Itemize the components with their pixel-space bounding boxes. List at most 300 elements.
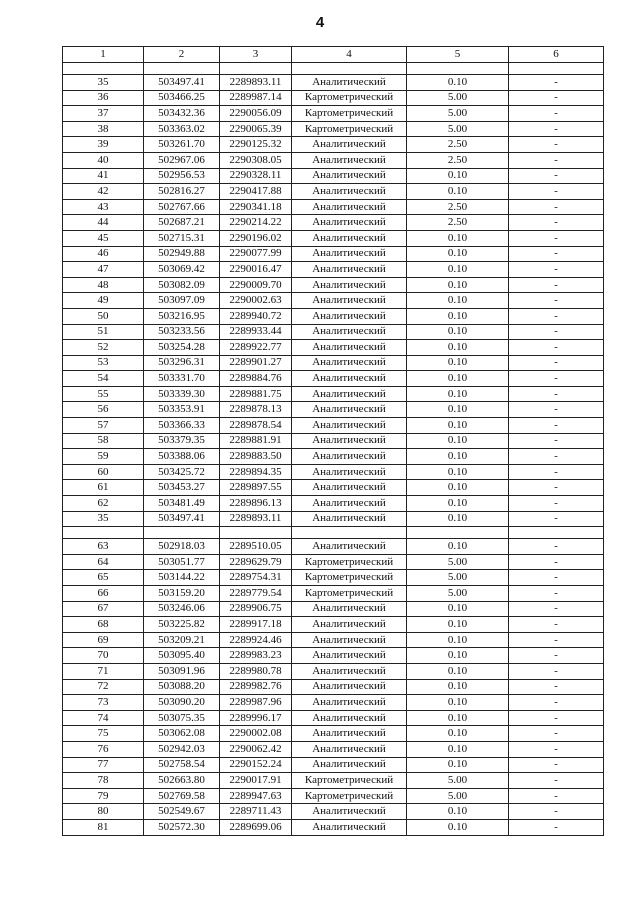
table-cell: 2289629.79 — [220, 554, 292, 570]
table-cell: - — [509, 554, 604, 570]
table-cell: 5.00 — [407, 106, 509, 122]
table-cell: 503254.28 — [144, 340, 220, 356]
table-cell: 79 — [63, 788, 144, 804]
table-cell: - — [509, 230, 604, 246]
table-cell: 56 — [63, 402, 144, 418]
table-cell: Картометрический — [292, 586, 407, 602]
table-cell: - — [509, 340, 604, 356]
table-cell: - — [509, 539, 604, 555]
table-cell: - — [509, 121, 604, 137]
table-cell: 2289906.75 — [220, 601, 292, 617]
table-cell: - — [509, 726, 604, 742]
table-row — [63, 152, 604, 168]
table-row — [63, 511, 604, 527]
table-cell: - — [509, 710, 604, 726]
table-cell: - — [509, 570, 604, 586]
table-cell: 2290002.63 — [220, 293, 292, 309]
table-cell: 55 — [63, 386, 144, 402]
table-cell: 2.50 — [407, 199, 509, 215]
table-cell: 42 — [63, 184, 144, 200]
table-cell: Аналитический — [292, 386, 407, 402]
table-cell: 503097.09 — [144, 293, 220, 309]
table-row — [63, 773, 604, 789]
table-row — [63, 199, 604, 215]
table-cell: 2289878.13 — [220, 402, 292, 418]
table-cell: 503159.20 — [144, 586, 220, 602]
table-cell: 0.10 — [407, 539, 509, 555]
table-cell: 0.10 — [407, 433, 509, 449]
table-cell: Аналитический — [292, 262, 407, 278]
page-number: 4 — [315, 14, 325, 31]
table-cell: 0.10 — [407, 262, 509, 278]
table-cell: 2290214.22 — [220, 215, 292, 231]
table-cell: 503144.22 — [144, 570, 220, 586]
table-cell: Аналитический — [292, 632, 407, 648]
table-cell: 0.10 — [407, 663, 509, 679]
table-row — [63, 262, 604, 278]
table-cell: 68 — [63, 617, 144, 633]
table-cell: Аналитический — [292, 480, 407, 496]
table-row — [63, 137, 604, 153]
table-cell: 502663.80 — [144, 773, 220, 789]
table-row — [63, 386, 604, 402]
table-cell: - — [509, 199, 604, 215]
coordinates-table — [62, 46, 604, 836]
table-cell: 502758.54 — [144, 757, 220, 773]
table-cell: 0.10 — [407, 386, 509, 402]
table-cell: Аналитический — [292, 293, 407, 309]
table-cell: Картометрический — [292, 554, 407, 570]
table-cell: 502767.66 — [144, 199, 220, 215]
table-cell: Аналитический — [292, 168, 407, 184]
table-cell: - — [509, 386, 604, 402]
table-cell: 0.10 — [407, 418, 509, 434]
table-cell: 35 — [63, 75, 144, 91]
table-cell: 0.10 — [407, 511, 509, 527]
table-cell: Аналитический — [292, 663, 407, 679]
table-cell: 67 — [63, 601, 144, 617]
table-cell: 502949.88 — [144, 246, 220, 262]
table-row — [63, 168, 604, 184]
table-cell: 71 — [63, 663, 144, 679]
table-cell: 503091.96 — [144, 663, 220, 679]
table-cell: 503497.41 — [144, 75, 220, 91]
table-cell: - — [509, 324, 604, 340]
table-cell: 503062.08 — [144, 726, 220, 742]
table-cell: 503363.02 — [144, 121, 220, 137]
table-cell: 0.10 — [407, 168, 509, 184]
table-cell: 0.10 — [407, 464, 509, 480]
table-cell: 2289878.54 — [220, 418, 292, 434]
table-row — [63, 246, 604, 262]
table-row — [63, 308, 604, 324]
table-cell: 2289901.27 — [220, 355, 292, 371]
table-cell: 75 — [63, 726, 144, 742]
table-cell: 2.50 — [407, 215, 509, 231]
table-cell: 2289893.11 — [220, 511, 292, 527]
table-cell: 41 — [63, 168, 144, 184]
table-row — [63, 293, 604, 309]
table-cell: - — [509, 418, 604, 434]
table-cell: Аналитический — [292, 511, 407, 527]
table-cell: - — [509, 679, 604, 695]
table-cell: 81 — [63, 819, 144, 835]
table-cell: 64 — [63, 554, 144, 570]
table-row — [63, 601, 604, 617]
empty-cell — [144, 527, 220, 539]
empty-cell — [220, 527, 292, 539]
table-cell: 2289881.75 — [220, 386, 292, 402]
table-cell: 77 — [63, 757, 144, 773]
table-cell: Аналитический — [292, 464, 407, 480]
table-cell: 57 — [63, 418, 144, 434]
table-cell: 59 — [63, 449, 144, 465]
table-cell: 0.10 — [407, 277, 509, 293]
table-cell: 43 — [63, 199, 144, 215]
table-cell: - — [509, 511, 604, 527]
table-cell: 70 — [63, 648, 144, 664]
table-row — [63, 121, 604, 137]
table-cell: 503225.82 — [144, 617, 220, 633]
table-cell: 502769.58 — [144, 788, 220, 804]
table-cell: 0.10 — [407, 230, 509, 246]
table-cell: 73 — [63, 695, 144, 711]
table-cell: Картометрический — [292, 773, 407, 789]
table-cell: 503497.41 — [144, 511, 220, 527]
table-cell: 61 — [63, 480, 144, 496]
table-cell: 74 — [63, 710, 144, 726]
table-cell: - — [509, 632, 604, 648]
table-cell: Аналитический — [292, 601, 407, 617]
table-cell: Аналитический — [292, 741, 407, 757]
table-row — [63, 757, 604, 773]
table-cell: 0.10 — [407, 75, 509, 91]
table-cell: 502816.27 — [144, 184, 220, 200]
table-cell: 5.00 — [407, 586, 509, 602]
table-cell: Аналитический — [292, 804, 407, 820]
table-cell: 2289924.46 — [220, 632, 292, 648]
empty-cell — [407, 63, 509, 75]
table-cell: Аналитический — [292, 75, 407, 91]
table-cell: 44 — [63, 215, 144, 231]
table-cell: - — [509, 788, 604, 804]
table-cell: Картометрический — [292, 106, 407, 122]
table-cell: 50 — [63, 308, 144, 324]
table-row — [63, 371, 604, 387]
table-cell: Аналитический — [292, 215, 407, 231]
table-cell: 0.10 — [407, 695, 509, 711]
table-cell: 0.10 — [407, 648, 509, 664]
table-row — [63, 277, 604, 293]
table-cell: - — [509, 496, 604, 512]
table-cell: Аналитический — [292, 152, 407, 168]
table-cell: 2289980.78 — [220, 663, 292, 679]
table-cell: 503379.35 — [144, 433, 220, 449]
table-cell: Аналитический — [292, 695, 407, 711]
table-cell: 503466.25 — [144, 90, 220, 106]
table-cell: 503261.70 — [144, 137, 220, 153]
table-cell: 0.10 — [407, 496, 509, 512]
header-cell: 1 — [63, 47, 144, 63]
table-row — [63, 695, 604, 711]
table-cell: 0.10 — [407, 601, 509, 617]
table-cell: 69 — [63, 632, 144, 648]
table-cell: 503246.06 — [144, 601, 220, 617]
table-cell: 2290308.05 — [220, 152, 292, 168]
table-cell: - — [509, 819, 604, 835]
table-cell: - — [509, 355, 604, 371]
empty-cell — [220, 63, 292, 75]
table-cell: 503353.91 — [144, 402, 220, 418]
table-cell: 2290009.70 — [220, 277, 292, 293]
table-cell: - — [509, 308, 604, 324]
table-cell: 503075.35 — [144, 710, 220, 726]
table-cell: 2290016.47 — [220, 262, 292, 278]
table-cell: Аналитический — [292, 648, 407, 664]
table-row — [63, 726, 604, 742]
table-cell: 503366.33 — [144, 418, 220, 434]
table-row — [63, 496, 604, 512]
table-cell: 2289779.54 — [220, 586, 292, 602]
table-cell: 2289933.44 — [220, 324, 292, 340]
section-separator-row — [63, 527, 604, 539]
table-cell: Аналитический — [292, 679, 407, 695]
table-cell: 2290077.99 — [220, 246, 292, 262]
table-cell: 2289881.91 — [220, 433, 292, 449]
table-row — [63, 433, 604, 449]
table-row — [63, 539, 604, 555]
table-cell: Аналитический — [292, 308, 407, 324]
table-cell: 0.10 — [407, 741, 509, 757]
table-row — [63, 449, 604, 465]
table-cell: 38 — [63, 121, 144, 137]
table-cell: Аналитический — [292, 324, 407, 340]
table-cell: 503296.31 — [144, 355, 220, 371]
table-cell: - — [509, 433, 604, 449]
table-cell: 2290065.39 — [220, 121, 292, 137]
table-cell: 51 — [63, 324, 144, 340]
table-row — [63, 230, 604, 246]
table-row — [63, 324, 604, 340]
table-cell: - — [509, 262, 604, 278]
table-cell: 2289896.13 — [220, 496, 292, 512]
table-cell: 0.10 — [407, 757, 509, 773]
table-row — [63, 340, 604, 356]
header-cell: 2 — [144, 47, 220, 63]
table-cell: 0.10 — [407, 819, 509, 835]
table-row — [63, 586, 604, 602]
table-cell: Аналитический — [292, 199, 407, 215]
table-cell: 0.10 — [407, 480, 509, 496]
table-cell: - — [509, 215, 604, 231]
table-row — [63, 106, 604, 122]
table-cell: 503331.70 — [144, 371, 220, 387]
table-cell: 5.00 — [407, 570, 509, 586]
table-cell: 503088.20 — [144, 679, 220, 695]
table-cell: 62 — [63, 496, 144, 512]
table-cell: 503453.27 — [144, 480, 220, 496]
table-cell: - — [509, 293, 604, 309]
empty-cell — [509, 63, 604, 75]
table-cell: - — [509, 106, 604, 122]
table-row — [63, 418, 604, 434]
table-row — [63, 464, 604, 480]
table-cell: 0.10 — [407, 355, 509, 371]
table-cell: 5.00 — [407, 121, 509, 137]
table-cell: - — [509, 648, 604, 664]
table-row — [63, 75, 604, 91]
table-cell: 502572.30 — [144, 819, 220, 835]
table-cell: 63 — [63, 539, 144, 555]
table-cell: 2289711.43 — [220, 804, 292, 820]
table-cell: 0.10 — [407, 340, 509, 356]
table-cell: Аналитический — [292, 433, 407, 449]
table-cell: Аналитический — [292, 137, 407, 153]
table-cell: 502942.03 — [144, 741, 220, 757]
table-cell: - — [509, 773, 604, 789]
table-cell: 0.10 — [407, 324, 509, 340]
table-cell: - — [509, 152, 604, 168]
table-cell: 46 — [63, 246, 144, 262]
section-separator-row — [63, 63, 604, 75]
table-cell: 2290196.02 — [220, 230, 292, 246]
empty-cell — [509, 527, 604, 539]
table-cell: - — [509, 464, 604, 480]
table-cell: 80 — [63, 804, 144, 820]
table-row — [63, 402, 604, 418]
table-cell: 76 — [63, 741, 144, 757]
table-cell: Аналитический — [292, 539, 407, 555]
table-cell: - — [509, 804, 604, 820]
table-cell: 503481.49 — [144, 496, 220, 512]
table-cell: 503051.77 — [144, 554, 220, 570]
table-cell: 0.10 — [407, 293, 509, 309]
table-cell: 503095.40 — [144, 648, 220, 664]
table-cell: 49 — [63, 293, 144, 309]
table-cell: Аналитический — [292, 496, 407, 512]
table-cell: 0.10 — [407, 449, 509, 465]
table-cell: 2289996.17 — [220, 710, 292, 726]
table-cell: 45 — [63, 230, 144, 246]
table-cell: 0.10 — [407, 371, 509, 387]
table-cell: 2290341.18 — [220, 199, 292, 215]
table-row — [63, 741, 604, 757]
table-cell: 0.10 — [407, 679, 509, 695]
table-cell: - — [509, 277, 604, 293]
table-row — [63, 710, 604, 726]
table-row — [63, 554, 604, 570]
table-cell: 0.10 — [407, 632, 509, 648]
table-cell: 37 — [63, 106, 144, 122]
table-cell: 503209.21 — [144, 632, 220, 648]
table-row — [63, 184, 604, 200]
table-row — [63, 804, 604, 820]
empty-cell — [144, 63, 220, 75]
table-cell: Аналитический — [292, 418, 407, 434]
empty-cell — [292, 63, 407, 75]
table-cell: 2289884.76 — [220, 371, 292, 387]
empty-cell — [292, 527, 407, 539]
table-cell: - — [509, 137, 604, 153]
table-cell: 2289983.23 — [220, 648, 292, 664]
table-cell: 40 — [63, 152, 144, 168]
table-cell: Аналитический — [292, 726, 407, 742]
table-cell: 5.00 — [407, 90, 509, 106]
table-row — [63, 215, 604, 231]
table-cell: Аналитический — [292, 277, 407, 293]
table-cell: - — [509, 75, 604, 91]
table-cell: 2290328.11 — [220, 168, 292, 184]
table-cell: 2290125.32 — [220, 137, 292, 153]
table-row — [63, 480, 604, 496]
table-cell: Картометрический — [292, 121, 407, 137]
table-cell: 39 — [63, 137, 144, 153]
table-cell: - — [509, 168, 604, 184]
table-cell: 0.10 — [407, 710, 509, 726]
table-cell: - — [509, 402, 604, 418]
table-cell: Аналитический — [292, 757, 407, 773]
table-row — [63, 617, 604, 633]
table-cell: 503082.09 — [144, 277, 220, 293]
table-row — [63, 355, 604, 371]
table-cell: Аналитический — [292, 340, 407, 356]
table-cell: - — [509, 601, 604, 617]
table-cell: 2290417.88 — [220, 184, 292, 200]
table-cell: 54 — [63, 371, 144, 387]
table-cell: 2290056.09 — [220, 106, 292, 122]
table-cell: 2290152.24 — [220, 757, 292, 773]
table-cell: 2289699.06 — [220, 819, 292, 835]
table-cell: 0.10 — [407, 617, 509, 633]
table-cell: 2289894.35 — [220, 464, 292, 480]
table-cell: Аналитический — [292, 402, 407, 418]
table-cell: - — [509, 695, 604, 711]
table-cell: 2289897.55 — [220, 480, 292, 496]
table-cell: 2289982.76 — [220, 679, 292, 695]
table-cell: Аналитический — [292, 230, 407, 246]
table-cell: 2289893.11 — [220, 75, 292, 91]
table-cell: 2290062.42 — [220, 741, 292, 757]
table-cell: Аналитический — [292, 449, 407, 465]
table-cell: 2289987.14 — [220, 90, 292, 106]
table-cell: 502956.53 — [144, 168, 220, 184]
table-cell: 503090.20 — [144, 695, 220, 711]
table-cell: 2289947.63 — [220, 788, 292, 804]
table-cell: 35 — [63, 511, 144, 527]
table-cell: 503339.30 — [144, 386, 220, 402]
table-cell: 0.10 — [407, 308, 509, 324]
table-cell: 0.10 — [407, 184, 509, 200]
table-row — [63, 819, 604, 835]
table-cell: 2289940.72 — [220, 308, 292, 324]
table-cell: Картометрический — [292, 570, 407, 586]
table-cell: 2290017.91 — [220, 773, 292, 789]
header-cell: 6 — [509, 47, 604, 63]
table-cell: 502715.31 — [144, 230, 220, 246]
header-cell: 4 — [292, 47, 407, 63]
table-cell: 2289883.50 — [220, 449, 292, 465]
table-cell: 78 — [63, 773, 144, 789]
table-cell: 502918.03 — [144, 539, 220, 555]
table-row — [63, 90, 604, 106]
table-cell: 0.10 — [407, 402, 509, 418]
table-cell: 2289510.05 — [220, 539, 292, 555]
header-row — [63, 47, 604, 63]
table-cell: - — [509, 246, 604, 262]
table-cell: 36 — [63, 90, 144, 106]
table-cell: - — [509, 371, 604, 387]
table-cell: - — [509, 757, 604, 773]
